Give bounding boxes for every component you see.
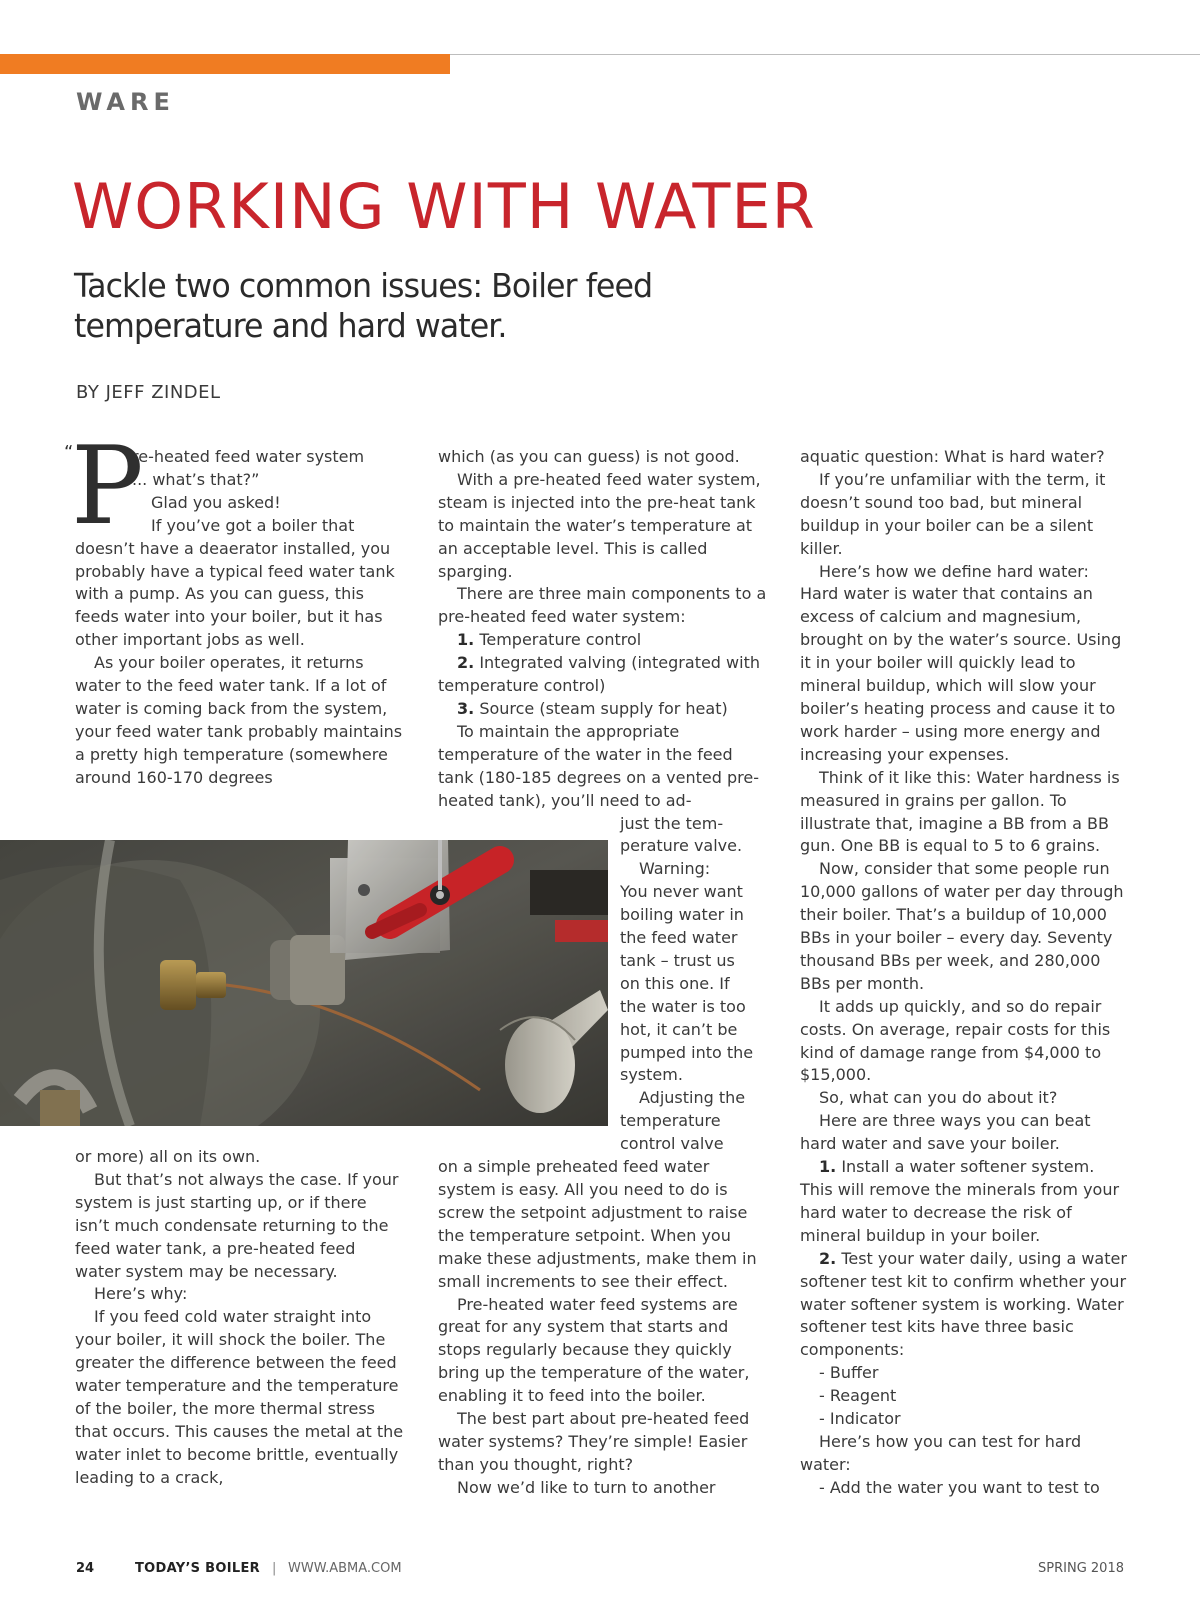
text-line: You never want — [620, 882, 743, 902]
list-item: - Reagent — [819, 1386, 897, 1406]
paragraph: But that’s not always the case. If your system is just starting up, or if there isn’t much condensate returning to the feed water tank, a pre-heated feed water system may be necessary. — [75, 1169, 399, 1281]
text-line: boiling water in — [620, 905, 744, 925]
text-line: just the tem- — [620, 813, 724, 833]
paragraph: If you’re unfamiliar with the term, it doesn’t sound too bad, but mineral buildup in your boiler can be a silent killer. — [800, 469, 1106, 558]
article-title: WORKING WITH WATER — [72, 170, 816, 243]
text-line: on this one. If — [620, 973, 730, 993]
article-column-3 — [800, 446, 1130, 1500]
article-photo — [0, 840, 608, 1126]
article-column-1 — [64, 424, 405, 790]
paragraph: The best part about pre-heated feed water systems? They’re simple! Easier than you thought, right? — [438, 1409, 750, 1474]
text-line: Adjusting the — [639, 1088, 746, 1108]
paragraph: Now, consider that some people run 10,000 gallons of water per day through their boiler. That’s a buildup of 10,000 BBs in your boiler – every day. Seventy thousand BBs per week, and 280,000 BBs per month. — [800, 859, 1124, 993]
byline: BY JEFF ZINDEL — [76, 382, 221, 403]
text-line: the water is too — [620, 996, 746, 1016]
list-item: 3. Source (steam supply for heat) — [457, 698, 728, 718]
text-line: control valve — [620, 1134, 724, 1154]
paragraph: So, what can you do about it? — [819, 1088, 1058, 1108]
paragraph: ... what’s that?” — [132, 469, 260, 489]
paragraph: Pre-heated water feed systems are great for any system that starts and stops regularly because they quickly bring up the temperature of the water, enabling it to feed into the boiler. — [438, 1294, 750, 1406]
paragraph: There are three main components to a pre-heated feed water system: — [438, 584, 767, 627]
paragraph: re-heated feed water system — [132, 447, 365, 466]
header-accent-bar — [0, 54, 450, 74]
page-footer — [76, 1561, 1124, 1581]
text-line: Warning: — [639, 859, 711, 879]
paragraph: Here’s why: — [94, 1284, 188, 1304]
paragraph: If you feed cold water straight into your boiler, it will shock the boiler. The greater the difference between the feed water temperature and the temperature of the boiler, the more thermal stress that occurs. This causes the metal at the water inlet to become brittle, eventually leading to a crack, — [75, 1307, 404, 1487]
paragraph: Here’s how we define hard water: Hard water is water that contains an excess of calcium and magnesium, brought on by the water’s source. Using it in your boiler will quickly lead to mineral buildup, which will slow your boiler’s heating process and cause it to work harder – using more energy and increasing your expenses. — [800, 561, 1122, 764]
paragraph: on a simple preheated feed water system is easy. All you need to do is screw the setpoint adjustment to raise the temperature setpoint. When you make these adjustments, make them in small increments to see their effect. — [438, 1157, 757, 1291]
text-line: tank – trust us — [620, 950, 735, 970]
paragraph: As your boiler operates, it returns water to the feed water tank. If a lot of water is coming back from the system, your feed water tank probably maintains a pretty high temperature (somewhere around 160-170 degrees — [75, 653, 403, 787]
text-line: perature valve. — [620, 836, 743, 856]
text-line: hot, it can’t be — [620, 1019, 738, 1039]
open-quote: “ — [64, 442, 74, 463]
text-line: system. — [620, 1065, 683, 1085]
paragraph: To maintain the appropriate temperature of the water in the feed tank (180-185 degrees on a vented pre-heated tank), you’ll need to ad- — [438, 721, 759, 810]
list-item: 1. Install a water softener system. This will remove the minerals from your hard water to decrease the risk of mineral buildup in your boiler. — [800, 1157, 1120, 1245]
page-number: 24 — [76, 1561, 95, 1576]
list-item: 2. Integrated valving (integrated with temperature control) — [438, 653, 760, 696]
text-line: pumped into the — [620, 1042, 754, 1062]
list-item: 1. Temperature control — [457, 630, 642, 650]
footer-separator: | — [272, 1561, 277, 1576]
drop-cap: P — [71, 424, 144, 549]
paragraph: which (as you can guess) is not good. — [438, 447, 740, 466]
text-line: the feed water — [620, 928, 738, 948]
list-item: - Indicator — [819, 1409, 901, 1429]
paragraph: It adds up quickly, and so do repair costs. On average, repair costs for this kind of damage range from $4,000 to $15,000. — [800, 996, 1111, 1085]
paragraph: or more) all on its own. — [75, 1147, 261, 1166]
issue-date: SPRING 2018 — [1038, 1561, 1124, 1576]
paragraph: Now we’d like to turn to another — [457, 1477, 716, 1497]
section-label: WARE — [76, 88, 175, 116]
paragraph: Here’s how you can test for hard water: — [800, 1431, 1082, 1474]
article-subtitle: Tackle two common issues: Boiler feed temperature and hard water. — [74, 266, 653, 345]
website-link[interactable]: WWW.ABMA.COM — [288, 1561, 402, 1576]
text-line: temperature — [620, 1111, 721, 1131]
magazine-name: TODAY’S BOILER — [135, 1561, 260, 1576]
list-item: - Buffer — [819, 1363, 879, 1383]
paragraph: Glad you asked! — [151, 492, 281, 512]
paragraph: Think of it like this: Water hardness is measured in grains per gallon. To illustrate that, imagine a BB from a BB gun. One BB is equal to 5 to 6 grains. — [800, 767, 1120, 856]
drop-cap-block — [64, 424, 405, 549]
paragraph: If you’ve got a boiler that doesn’t have a deaerator installed, you probably have a typical feed water tank with a pump. As you can guess, this feeds water into your boiler, but it has other important jobs as well. — [75, 515, 395, 650]
paragraph: Here are three ways you can beat hard water and save your boiler. — [800, 1111, 1091, 1154]
paragraph: aquatic question: What is hard water? — [800, 447, 1105, 466]
article-column-1-continued — [75, 1146, 405, 1490]
list-item: 2. Test your water daily, using a water softener test kit to confirm whether your water softener system is working. Water softener test kits have three basic components: — [800, 1248, 1127, 1360]
paragraph: With a pre-heated feed water system, steam is injected into the pre-heat tank to maintain the water’s temperature at an acceptable level. This is called sparging. — [438, 469, 761, 581]
paragraph: - Add the water you want to test to — [819, 1477, 1100, 1497]
